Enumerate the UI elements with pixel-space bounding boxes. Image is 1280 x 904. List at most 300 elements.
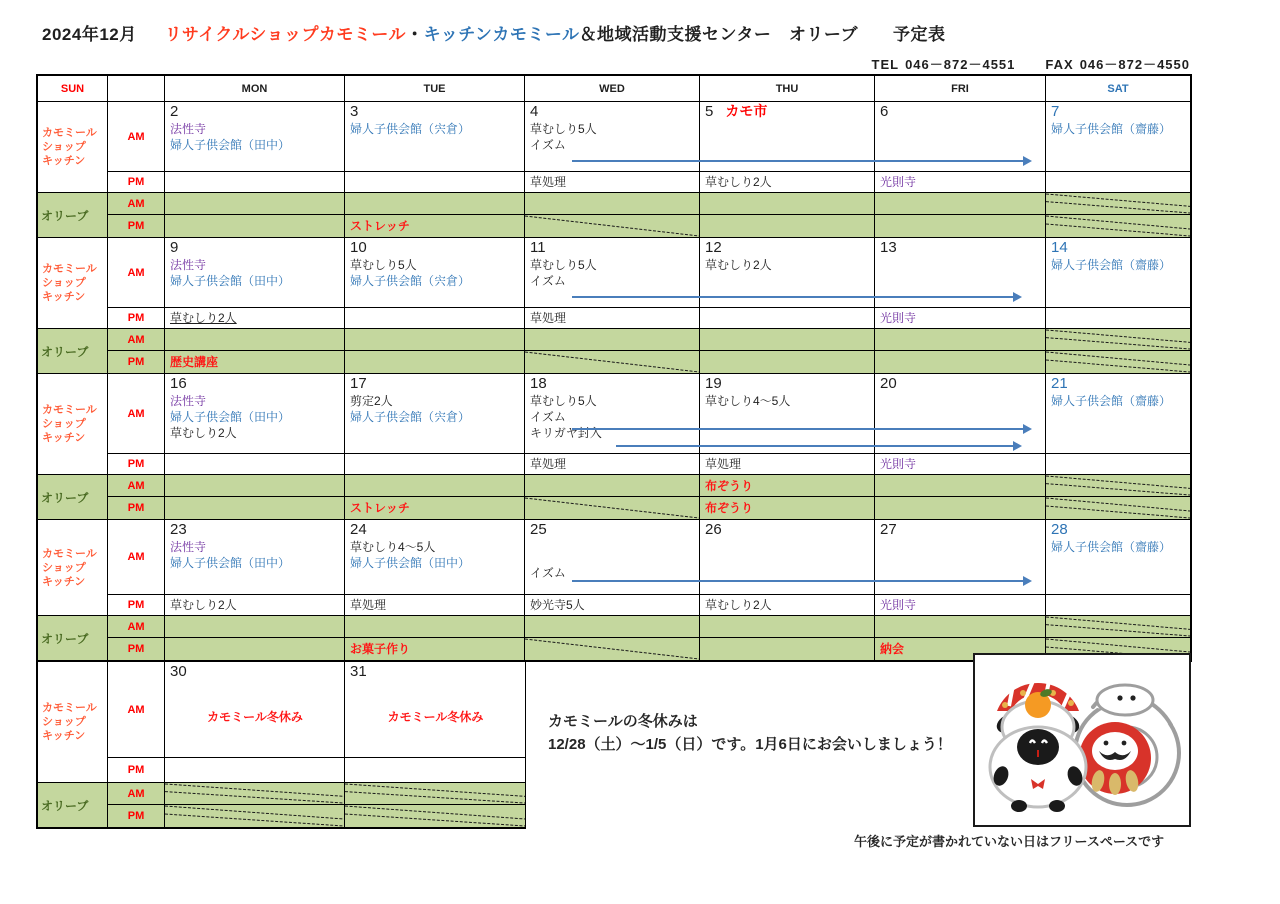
day-number: 21 [1051,375,1068,392]
weekday-header-WED: WED [525,76,700,101]
title-rest: ＆地域活動支援センター オリーブ 予定表 [579,25,946,44]
day-number: 3 [350,103,359,120]
schedule-entry: 草むしり2人 [170,598,237,612]
duration-arrow [572,428,1030,430]
day-25-am-cell [525,520,700,595]
weekday-header-SUN: SUN [38,76,108,101]
day-30-pm-cell [165,758,345,783]
day-10-am-cell [345,238,525,308]
day-20-olive-am-cell [875,475,1046,497]
day-number: 6 [880,103,889,120]
day-26-olive-am-cell [700,616,875,638]
row-label-olive: オリーブ [38,475,108,519]
row-label-chamomile [38,520,108,616]
day-number-line [170,663,340,681]
crossed-out-icon [1046,351,1190,373]
schedule-entry: 婦人子供会館（田中） [350,556,471,570]
day-9-olive-am-cell [165,329,345,351]
schedule-entry: 草処理 [350,598,387,612]
pm-label: PM [108,595,165,616]
weekday-header-row [38,76,1190,102]
day-number-line [530,375,695,393]
day-number-line [170,521,340,539]
day-16-pm-cell [165,454,345,475]
day-25-olive-am-cell [525,616,700,638]
crossed-out-icon [1046,616,1190,637]
week-block-2 [38,238,1190,374]
day-12-pm-cell [700,308,875,329]
crossed-out-icon [525,351,699,373]
day-number: 27 [880,521,897,538]
schedule-entry: 布ぞうり [705,501,754,515]
schedule-entry: 法性寺 [170,122,207,136]
schedule-entry: 草むしり5人 [530,258,597,272]
day-5-pm-cell [700,172,875,193]
day-18-olive-pm-cell [525,497,700,519]
day-30-am-cell [165,662,345,758]
row-label-chamomile [38,662,108,783]
schedule-entry: 草むしり2人 [705,598,772,612]
day-number-line [350,663,521,681]
am-label: AM [108,520,165,595]
day-13-olive-pm-cell [875,351,1046,373]
day-19-olive-pm-cell [700,497,875,519]
day-number-line [1051,375,1186,393]
crossed-out-icon [525,215,699,237]
day-number: 19 [705,375,722,392]
day-number: 13 [880,239,897,256]
schedule-entry: 婦人子供会館（宍倉） [350,410,471,424]
weekday-header-MON: MON [165,76,345,101]
schedule-entry: 婦人子供会館（齋藤） [1051,540,1172,554]
pm-label: PM [108,351,165,373]
day-27-pm-cell [875,595,1046,616]
day-14-am-cell [1046,238,1190,308]
weekday-header-SAT: SAT [1107,82,1129,95]
schedule-entry: 草処理 [705,457,742,471]
day-number: 5 [705,103,714,120]
day-number-line [705,103,870,121]
day-number-line [350,521,520,539]
day-number-line [880,521,1041,539]
day-30-olive-am-cell [165,783,345,805]
crossed-out-icon [165,805,344,827]
pm-label: PM [108,308,165,329]
duration-arrow [572,160,1030,162]
day-9-olive-pm-cell [165,351,345,373]
chamomile-label-line: キッチン [42,730,86,742]
day-number: 18 [530,375,547,392]
day-31-olive-am-cell [345,783,525,805]
am-label: AM [108,329,165,351]
am-label: AM [108,475,165,497]
day-30-olive-pm-cell [165,805,345,827]
day-19-am-cell [700,374,875,454]
day-23-pm-cell [165,595,345,616]
schedule-entry: 草むしり2人 [705,258,772,272]
day-10-olive-pm-cell [345,351,525,373]
day-21-olive-pm-cell [1046,497,1190,519]
week-block-5 [36,662,526,829]
day-31-pm-cell [345,758,525,783]
day-23-am-cell [165,520,345,595]
day-number: 17 [350,375,367,392]
day-number-line [350,375,520,393]
day-17-pm-cell [345,454,525,475]
free-space-footnote: 午後に予定が書かれていない日はフリースペースです [854,834,1165,849]
schedule-entry: 草むしり4～5人 [705,394,791,408]
day-21-pm-cell [1046,454,1190,475]
day-number: 24 [350,521,367,538]
schedule-entry: 草むしり2人 [170,311,237,325]
day-number-line [530,239,695,257]
day-number: 2 [170,103,179,120]
day-number: 31 [350,663,367,680]
schedule-entry: 歴史講座 [170,355,219,369]
schedule-entry: 光則寺 [880,175,917,189]
day-25-pm-cell [525,595,700,616]
schedule-entry: 草処理 [530,175,567,189]
am-label: AM [108,616,165,638]
day-18-olive-am-cell [525,475,700,497]
pm-label: PM [108,497,165,519]
schedule-entry: 草処理 [530,311,567,325]
day-14-olive-am-cell [1046,329,1190,351]
day-20-pm-cell [875,454,1046,475]
calendar-week-5-area [36,662,1192,849]
day-number-line [1051,521,1186,539]
chamomile-label-line: キッチン [42,291,86,303]
chamomile-label-line: ショップ [42,141,86,153]
day-24-olive-pm-cell [345,638,525,660]
week-block-1 [38,102,1190,238]
schedule-entry: 婦人子供会館（宍倉） [350,274,471,288]
day-17-olive-am-cell [345,475,525,497]
title-recycle-shop: リサイクルショップカモミール [164,25,407,44]
schedule-entry: イズム [530,138,566,152]
fax-number: 046－872－4550 [1079,57,1190,72]
day-20-olive-pm-cell [875,497,1046,519]
day-6-olive-am-cell [875,193,1046,215]
day-13-olive-am-cell [875,329,1046,351]
day-11-olive-pm-cell [525,351,700,373]
day-number-line [530,103,695,121]
pm-label: PM [108,805,165,827]
day-number-line [880,239,1041,257]
schedule-entry: イズム [530,410,566,424]
day-23-olive-am-cell [165,616,345,638]
day-number-line [1051,103,1186,121]
week-block-3 [38,374,1190,520]
day-number: 16 [170,375,187,392]
calendar-weeks-1-4 [36,74,1192,662]
schedule-entry: 草処理 [530,457,567,471]
day-number-line [170,239,340,257]
duration-arrow [572,296,1020,298]
row-label-olive: オリーブ [38,783,108,827]
schedule-entry: 婦人子供会館（田中） [170,274,291,288]
chamomile-label-line: カモミール [42,702,97,714]
day-number: 14 [1051,239,1068,256]
day-10-olive-am-cell [345,329,525,351]
schedule-entry: 光則寺 [880,311,917,325]
day-4-pm-cell [525,172,700,193]
day-7-pm-cell [1046,172,1190,193]
day-number: 20 [880,375,897,392]
crossed-out-icon [1046,475,1190,496]
schedule-entry: 草むしり2人 [705,175,772,189]
schedule-entry: カモミール冬休み [387,710,484,724]
day-number-line [705,521,870,539]
schedule-entry: 草むしり2人 [170,426,237,440]
chamomile-label-line: ショップ [42,561,86,574]
chamomile-label-line: カモミール [42,127,97,139]
calendar-title: 2024年12月 リサイクルショップカモミール・キッチンカモミール＆地域活動支援センター オリーブ 予定表 [42,25,946,44]
day-28-olive-am-cell [1046,616,1190,638]
market-day-badge: カモ市 [725,103,768,119]
schedule-entry: イズム [530,566,566,580]
day-9-am-cell [165,238,345,308]
day-7-olive-am-cell [1046,193,1190,215]
schedule-entry: 婦人子供会館（齋藤） [1051,394,1172,408]
schedule-entry: 婦人子供会館（田中） [170,410,291,424]
weekday-header-THU: THU [700,76,875,101]
day-3-olive-am-cell [345,193,525,215]
schedule-entry: 婦人子供会館（田中） [170,556,291,570]
day-2-am-cell [165,102,345,172]
crossed-out-icon [1046,329,1190,350]
crossed-out-icon [1046,193,1190,214]
day-19-pm-cell [700,454,875,475]
day-12-olive-am-cell [700,329,875,351]
day-5-olive-am-cell [700,193,875,215]
schedule-entry: 光則寺 [880,598,917,612]
chamomile-label-line: キッチン [42,155,86,167]
day-number-line [170,103,340,121]
am-label: AM [108,238,165,308]
day-28-am-cell [1046,520,1190,595]
day-number: 25 [530,521,547,538]
schedule-entry: 法性寺 [170,540,207,554]
day-number-line [880,375,1041,393]
schedule-entry: 婦人子供会館（宍倉） [350,122,471,136]
day-17-olive-pm-cell [345,497,525,519]
chamomile-label-line: ショップ [42,418,86,430]
crossed-out-icon [165,783,344,804]
chamomile-label-line: キッチン [42,432,86,444]
day-26-pm-cell [700,595,875,616]
day-31-olive-pm-cell [345,805,525,827]
tel-label: TEL [871,57,900,72]
schedule-entry: 妙光寺5人 [530,598,585,612]
day-number-line [705,375,870,393]
day-14-pm-cell [1046,308,1190,329]
notice-line-2: 12/28（土）～1/5（日）です。1月6日にお会いしましょう！ [548,736,952,753]
pm-label: PM [108,454,165,475]
new-year-illustration-svg [975,655,1189,825]
day-4-olive-pm-cell [525,215,700,237]
title-kitchen: キッチンカモミール [423,25,580,44]
day-16-am-cell [165,374,345,454]
calendar-table [36,74,1192,849]
day-number: 11 [530,239,546,256]
day-6-olive-pm-cell [875,215,1046,237]
winter-holiday-notice [548,710,952,756]
pm-label: PM [108,172,165,193]
new-year-illustration [973,653,1191,827]
day-31-am-cell [345,662,525,758]
sheep-icon [990,681,1086,812]
day-number: 26 [705,521,722,538]
day-2-olive-pm-cell [165,215,345,237]
day-6-pm-cell [875,172,1046,193]
day-21-am-cell [1046,374,1190,454]
weekday-header-blank [108,76,165,101]
day-7-olive-pm-cell [1046,215,1190,237]
schedule-entry: イズム [530,274,566,288]
schedule-entry: 布ぞうり [705,479,754,493]
am-label: AM [108,374,165,454]
day-11-pm-cell [525,308,700,329]
chamomile-label-line: ショップ [42,716,86,728]
day-10-pm-cell [345,308,525,329]
day-3-olive-pm-cell [345,215,525,237]
chamomile-label-line: カモミール [42,263,97,275]
day-3-am-cell [345,102,525,172]
row-label-olive: オリーブ [38,193,108,237]
chamomile-label-line: カモミール [42,547,97,560]
schedule-entry: 婦人子供会館（齋藤） [1051,122,1172,136]
day-number-line [880,103,1041,121]
chamomile-label-line: ショップ [42,277,86,289]
day-18-pm-cell [525,454,700,475]
schedule-entry: 草むしり5人 [530,122,597,136]
day-number-line [350,103,520,121]
day-2-pm-cell [165,172,345,193]
pm-label: PM [108,638,165,660]
day-number-line [1051,239,1186,257]
am-label: AM [108,102,165,172]
day-24-olive-am-cell [345,616,525,638]
day-number-line [705,239,870,257]
day-number-line [530,521,695,539]
schedule-entry: お菓子作り [350,642,411,656]
day-25-olive-pm-cell [525,638,700,660]
schedule-entry: ストレッチ [350,501,410,515]
schedule-entry: カモミール冬休み [207,710,303,724]
crossed-out-icon [345,805,525,827]
day-3-pm-cell [345,172,525,193]
day-2-olive-am-cell [165,193,345,215]
day-9-pm-cell [165,308,345,329]
day-26-am-cell [700,520,875,595]
row-label-olive: オリーブ [38,329,108,373]
day-number-line [350,239,520,257]
day-27-olive-am-cell [875,616,1046,638]
crossed-out-icon [1046,215,1190,237]
day-number: 7 [1051,103,1060,120]
schedule-entry: キリガヤ封入 [530,426,602,440]
day-19-olive-am-cell [700,475,875,497]
schedule-entry: 草むしり5人 [350,258,417,272]
day-5-olive-pm-cell [700,215,875,237]
day-24-pm-cell [345,595,525,616]
schedule-entry: 納会 [880,642,905,656]
crossed-out-icon [1046,497,1190,519]
row-label-chamomile [38,102,108,193]
weekday-header-TUE: TUE [345,76,525,101]
day-number: 4 [530,103,539,120]
day-number-line [170,375,340,393]
am-label: AM [108,662,165,758]
day-24-am-cell [345,520,525,595]
day-12-olive-pm-cell [700,351,875,373]
day-21-olive-am-cell [1046,475,1190,497]
crossed-out-icon [345,783,525,804]
day-number: 28 [1051,521,1068,538]
day-28-pm-cell [1046,595,1190,616]
schedule-entry: 婦人子供会館（齋藤） [1051,258,1172,272]
schedule-entry: 剪定2人 [350,394,393,408]
schedule-entry: 草むしり4～5人 [350,540,436,554]
day-17-am-cell [345,374,525,454]
schedule-entry: 法性寺 [170,394,207,408]
weekday-header-FRI: FRI [875,76,1046,101]
row-label-chamomile [38,374,108,475]
day-number: 12 [705,239,722,256]
contact-info [866,54,1190,73]
day-23-olive-pm-cell [165,638,345,660]
crossed-out-icon [525,638,699,660]
day-27-am-cell [875,520,1046,595]
schedule-entry: 光則寺 [880,457,917,471]
day-16-olive-pm-cell [165,497,345,519]
day-number: 10 [350,239,367,256]
day-4-olive-am-cell [525,193,700,215]
day-18-am-cell [525,374,700,454]
duration-arrow [572,580,1030,582]
title-month: 2024年12月 [42,25,137,44]
day-7-am-cell [1046,102,1190,172]
day-number: 30 [170,663,187,680]
day-number: 9 [170,239,179,256]
row-label-chamomile [38,238,108,329]
am-label: AM [108,783,165,805]
day-13-pm-cell [875,308,1046,329]
day-26-olive-pm-cell [700,638,875,660]
schedule-entry: 草むしり5人 [530,394,597,408]
chamomile-label-line: カモミール [42,404,97,416]
pm-label: PM [108,215,165,237]
am-label: AM [108,193,165,215]
pm-label: PM [108,758,165,783]
day-14-olive-pm-cell [1046,351,1190,373]
week-block-4 [38,520,1190,660]
fax-label: FAX [1045,57,1074,72]
schedule-entry: ストレッチ [350,219,410,233]
chamomile-label-line: キッチン [42,575,86,588]
crossed-out-icon [525,497,699,519]
schedule-entry: 法性寺 [170,258,207,272]
notice-line-1: カモミールの冬休みは [548,713,698,730]
duration-arrow [616,445,1020,447]
tel-number: 046－872－4551 [905,57,1016,72]
schedule-entry: 婦人子供会館（田中） [170,138,291,152]
day-16-olive-am-cell [165,475,345,497]
row-label-olive: オリーブ [38,616,108,660]
day-11-olive-am-cell [525,329,700,351]
day-number: 23 [170,521,187,538]
